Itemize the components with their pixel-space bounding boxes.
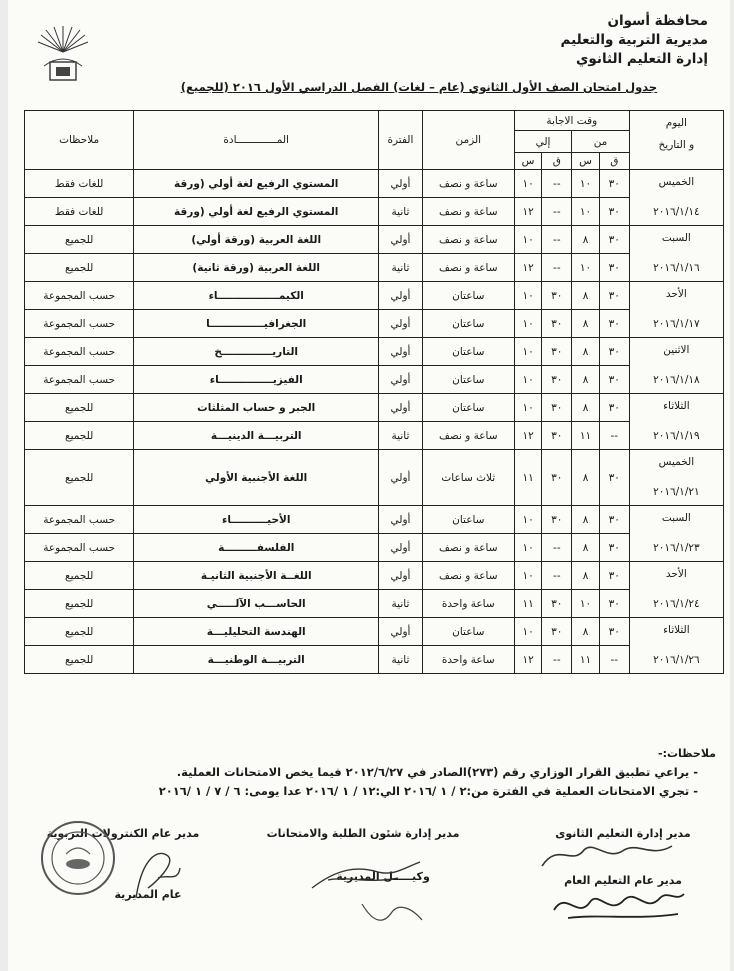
header-duration: الزمن [422,111,514,170]
day-cell [629,450,723,506]
remarks-cell: حسب المجموعة [25,534,134,562]
day-name: الثلاثاء [663,624,690,636]
to-minutes-cell: ٣٠ [542,422,572,450]
header-answer-time: وقت الاجابة [514,111,629,131]
to-minutes-cell: ٣٠ [542,590,572,618]
notes-section [16,747,716,798]
table-row [25,282,724,310]
duration-cell: ساعتان [422,618,514,646]
duration-cell: ساعة و نصف [422,170,514,198]
day-date: ٢٠١٦/١/٢٤ [653,598,700,610]
administration-name: إدارة التعليم الثانوي [576,51,708,67]
handwritten-signature-left-icon [128,838,188,908]
to-minutes-cell: ٣٠ [542,506,572,534]
duration-cell: ساعة و نصف [422,534,514,562]
day-cell [629,282,723,338]
remarks-cell: للجميع [25,618,134,646]
from-hour-cell: ٨ [572,366,600,394]
period-cell: ثانية [379,254,423,282]
remarks-cell: حسب المجموعة [25,310,134,338]
day-date: ٢٠١٦/١/٢١ [653,486,700,498]
period-cell: أولي [379,534,423,562]
day-cell [629,170,723,226]
to-minutes-cell: ٣٠ [542,338,572,366]
from-minutes-cell: ٣٠ [599,170,629,198]
from-hour-cell: ٨ [572,394,600,422]
day-date: ٢٠١٦/١/٢٦ [653,654,700,666]
to-minutes-cell: -- [542,226,572,254]
duration-cell: ساعتان [422,366,514,394]
header-day: اليوم و التاريخ [629,111,723,170]
subject-cell: الكيمـــــــــــــــــاء [134,282,379,310]
remarks-cell: حسب المجموعة [25,506,134,534]
from-hour-cell: ١٠ [572,170,600,198]
from-hour-cell: ٨ [572,618,600,646]
header-subject: المـــــــــــــادة [134,111,379,170]
signature-title: مدير إدارة شئون الطلبة والامتحانات [266,827,460,840]
signature-title: مدير إدارة التعليم الثانوى [555,827,691,840]
duration-cell: ساعتان [422,338,514,366]
day-cell [629,394,723,450]
day-date: ٢٠١٦/١/٢٣ [653,542,700,554]
to-hour-cell: ١١ [514,590,542,618]
period-cell: أولي [379,450,423,506]
period-cell: أولي [379,506,423,534]
signature-subtitle: عام المديرية [114,888,182,901]
to-hour-cell: ١٠ [514,310,542,338]
period-cell: أولي [379,282,423,310]
day-date: ٢٠١٦/١/١٤ [653,206,700,218]
to-hour-cell: ١٠ [514,338,542,366]
period-cell: أولي [379,226,423,254]
table-row [25,618,724,646]
governorate-name: محافظة أسوان [607,13,708,29]
from-minutes-cell: -- [599,646,629,674]
to-hour-cell: ١٢ [514,646,542,674]
from-hour-cell: ١١ [572,422,600,450]
remarks-cell: للغات فقط [25,198,134,226]
remarks-cell: للجميع [25,254,134,282]
duration-cell: ساعتان [422,310,514,338]
from-hour-cell: ٨ [572,562,600,590]
to-hour-cell: ١٢ [514,254,542,282]
period-cell: أولي [379,170,423,198]
from-minutes-cell: -- [599,422,629,450]
to-hour-cell: ١٠ [514,226,542,254]
table-row [25,254,724,282]
note-line-1: - يراعي تطبيق القرار الوزاري رقم (٢٧٣)الصادر في ٢٠١٢/٦/٢٧ فيما يخص الامتحانات العملية. [176,765,698,779]
to-minutes-cell: -- [542,198,572,226]
from-minutes-cell: ٣٠ [599,618,629,646]
table-row [25,170,724,198]
period-cell: ثانية [379,422,423,450]
subject-cell: اللغة العربية (ورقة أولي) [134,226,379,254]
from-hour-cell: ١٠ [572,198,600,226]
duration-cell: ثلاث ساعات [422,450,514,506]
ministry-logo-icon [34,22,92,84]
handwritten-initials-icon [358,898,428,928]
remarks-cell: للجميع [25,646,134,674]
subject-cell: الجغرافيـــــــــــــــا [134,310,379,338]
note-line-2: - تجري الامتحانات العملية في الفترة من:٢ / ١ /٢٠١٦ الي:١٢ / ١ /٢٠١٦ عدا يومى: ٦ / ٧ / ١ /٢٠١٦ [158,784,698,798]
to-minutes-cell: -- [542,170,572,198]
table-row [25,310,724,338]
to-minutes-cell: ٣٠ [542,366,572,394]
period-cell: أولي [379,366,423,394]
header-to-s: س [514,153,542,170]
table-row [25,226,724,254]
period-cell: ثانية [379,590,423,618]
to-minutes-cell: -- [542,562,572,590]
day-name: الثلاثاء [663,400,690,412]
to-minutes-cell: ٣٠ [542,618,572,646]
table-row [25,534,724,562]
subject-cell: اللغة العربية (ورقة ثانية) [134,254,379,282]
header-from-s: س [572,153,600,170]
to-minutes-cell: ٣٠ [542,310,572,338]
day-cell [629,338,723,394]
to-hour-cell: ١٢ [514,198,542,226]
to-minutes-cell: ٣٠ [542,282,572,310]
duration-cell: ساعة و نصف [422,198,514,226]
day-date: ٢٠١٦/١/١٩ [653,430,700,442]
from-minutes-cell: ٣٠ [599,338,629,366]
from-minutes-cell: ٣٠ [599,198,629,226]
day-date: ٢٠١٦/١/١٧ [653,318,700,330]
signature-subtitle: وكيـــــل المديرية [336,870,430,883]
subject-cell: الفلسفـــــــــة [134,534,379,562]
from-minutes-cell: ٣٠ [599,310,629,338]
from-minutes-cell: ٣٠ [599,226,629,254]
official-stamp-icon [38,818,118,898]
subject-cell: اللغــة الأجنبية الثانيـة [134,562,379,590]
subject-cell: الحاســـب الآلـــــي [134,590,379,618]
from-hour-cell: ٨ [572,310,600,338]
to-hour-cell: ١٠ [514,394,542,422]
header-from-q: ق [599,153,629,170]
day-cell [629,226,723,282]
day-name: الاثنين [663,344,690,356]
from-minutes-cell: ٣٠ [599,506,629,534]
table-row [25,506,724,534]
subject-cell: الأحيــــــــــاء [134,506,379,534]
day-date: ٢٠١٦/١/١٨ [653,374,700,386]
subject-cell: الهندسة التحليليـــة [134,618,379,646]
handwritten-name-signature-icon [548,880,688,925]
subject-cell: التاريــــــــــــــخ [134,338,379,366]
to-hour-cell: ١٠ [514,618,542,646]
duration-cell: ساعة و نصف [422,562,514,590]
duration-cell: ساعة واحدة [422,646,514,674]
remarks-cell: للجميع [25,450,134,506]
period-cell: ثانية [379,198,423,226]
letterhead [561,12,708,69]
document-title: جدول امتحان الصف الأول الثانوي (عام – لغات) الفصل الدراسي الأول ٢٠١٦ (للجميع) [180,80,658,94]
duration-cell: ساعتان [422,506,514,534]
remarks-cell: للجميع [25,394,134,422]
subject-cell: الجبر و حساب المثلثات [134,394,379,422]
day-name: الخميس [658,456,695,468]
duration-cell: ساعتان [422,394,514,422]
subject-cell: الفيزيـــــــــــــــاء [134,366,379,394]
from-minutes-cell: ٣٠ [599,366,629,394]
to-hour-cell: ١٢ [514,422,542,450]
from-minutes-cell: ٣٠ [599,590,629,618]
notes-label: ملاحظات:- [658,747,716,760]
table-row [25,422,724,450]
from-minutes-cell: ٣٠ [599,254,629,282]
to-minutes-cell: -- [542,534,572,562]
to-hour-cell: ١٠ [514,506,542,534]
header-period: الفترة [379,111,423,170]
header-to: إلي [514,131,571,153]
to-hour-cell: ١٠ [514,366,542,394]
to-hour-cell: ١١ [514,450,542,506]
remarks-cell: حسب المجموعة [25,338,134,366]
remarks-cell: حسب المجموعة [25,282,134,310]
directorate-name: مديرية التربية والتعليم [560,32,708,48]
period-cell: أولي [379,394,423,422]
period-cell: أولي [379,618,423,646]
to-hour-cell: ١٠ [514,534,542,562]
day-date: ٢٠١٦/١/١٦ [653,262,700,274]
period-cell: أولي [379,310,423,338]
handwritten-signature-middle-icon [308,858,428,898]
from-hour-cell: ٨ [572,450,600,506]
signature-title: مدير عام الكنترولات التربوية [46,827,200,840]
signature-subtitle: مدير عام التعليم العام [564,874,682,887]
from-minutes-cell: ٣٠ [599,394,629,422]
duration-cell: ساعة واحدة [422,590,514,618]
day-cell [629,506,723,562]
period-cell: ثانية [379,646,423,674]
header-remarks: ملاحظات [25,111,134,170]
duration-cell: ساعتان [422,282,514,310]
subject-cell: اللغة الأجنبية الأولي [134,450,379,506]
table-row [25,450,724,506]
day-name: السبت [661,232,691,244]
remarks-cell: للجميع [25,422,134,450]
subject-cell: التربيـــة الدينيـــة [134,422,379,450]
document-page [8,0,730,971]
from-hour-cell: ١٠ [572,590,600,618]
day-name: الخميس [658,176,695,188]
day-name: السبت [661,512,691,524]
to-minutes-cell: ٣٠ [542,450,572,506]
handwritten-signature-right-icon [538,836,678,876]
period-cell: أولي [379,338,423,366]
from-hour-cell: ١١ [572,646,600,674]
table-row [25,590,724,618]
table-row [25,646,724,674]
from-hour-cell: ٨ [572,506,600,534]
from-hour-cell: ٨ [572,338,600,366]
duration-cell: ساعة و نصف [422,422,514,450]
table-row [25,198,724,226]
from-hour-cell: ٨ [572,282,600,310]
subject-cell: المستوي الرفيع لغة أولي (ورقة [134,170,379,198]
from-hour-cell: ٨ [572,226,600,254]
table-row [25,394,724,422]
day-name: الأحد [665,288,687,300]
remarks-cell: للجميع [25,590,134,618]
day-cell [629,618,723,674]
from-minutes-cell: ٣٠ [599,282,629,310]
remarks-cell: حسب المجموعة [25,366,134,394]
from-minutes-cell: ٣٠ [599,450,629,506]
to-hour-cell: ١٠ [514,170,542,198]
subject-cell: التربيـــة الوطنيـــة [134,646,379,674]
from-hour-cell: ٨ [572,534,600,562]
day-name: الأحد [665,568,687,580]
header-to-q: ق [542,153,572,170]
from-hour-cell: ١٠ [572,254,600,282]
remarks-cell: للجميع [25,226,134,254]
duration-cell: ساعة و نصف [422,254,514,282]
exam-schedule-table [24,110,724,674]
header-from: من [572,131,629,153]
remarks-cell: للغات فقط [25,170,134,198]
table-row [25,562,724,590]
period-cell: أولي [379,562,423,590]
to-hour-cell: ١٠ [514,282,542,310]
table-row [25,338,724,366]
subject-cell: المستوي الرفيع لغة أولي (ورقة [134,198,379,226]
remarks-cell: للجميع [25,562,134,590]
table-row [25,366,724,394]
to-minutes-cell: -- [542,646,572,674]
to-minutes-cell: -- [542,254,572,282]
to-hour-cell: ١٠ [514,562,542,590]
day-cell [629,562,723,618]
from-minutes-cell: ٣٠ [599,534,629,562]
to-minutes-cell: ٣٠ [542,394,572,422]
duration-cell: ساعة و نصف [422,226,514,254]
from-minutes-cell: ٣٠ [599,562,629,590]
